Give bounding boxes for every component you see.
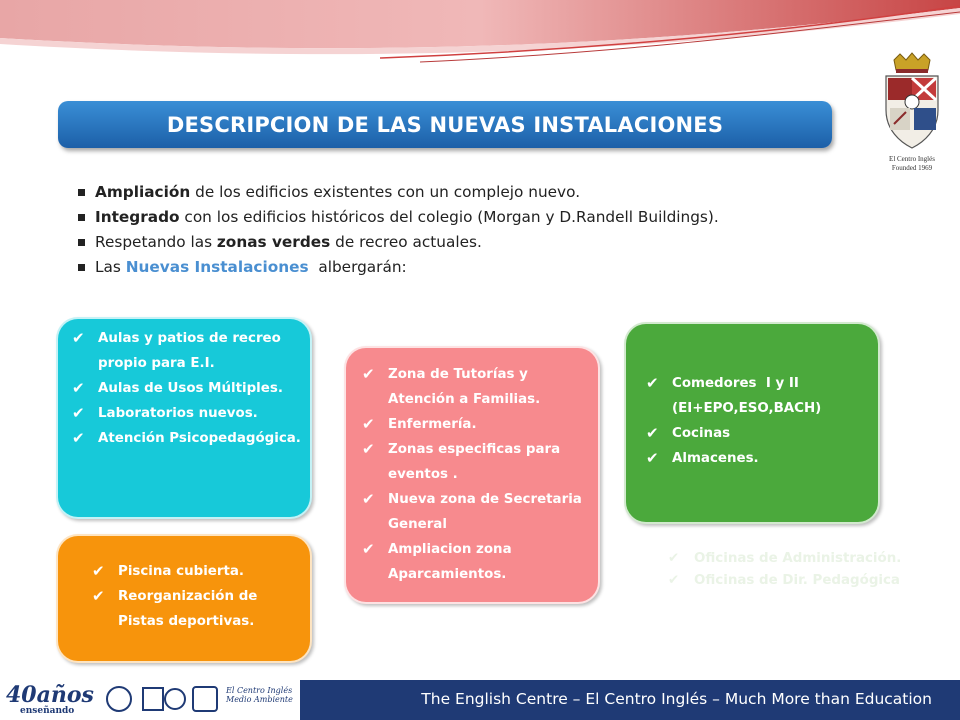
card-item-text: Almacenes. xyxy=(672,451,759,466)
anniversary-logo-sub: enseñando xyxy=(20,706,75,716)
certification-logo xyxy=(142,687,164,711)
card-item xyxy=(68,326,302,376)
card-item-text: Comedores I y II (EI+EPO,ESO,BACH) xyxy=(672,376,822,416)
bullet-text: Las xyxy=(95,258,126,276)
checkmark-icon: ✔ xyxy=(362,540,375,558)
checkmark-icon: ✔ xyxy=(646,374,659,392)
card-item-text: Cocinas xyxy=(672,426,731,441)
bullet-text: con los edificios históricos del colegio (Morgan y D.Randell Buildings). xyxy=(179,208,719,226)
checkmark-icon: ✔ xyxy=(646,424,659,442)
footer-tagline: The English Centre – El Centro Inglés – Much More than Education xyxy=(421,690,932,708)
card-item-text: Atención Psicopedagógica. xyxy=(98,431,301,446)
bullet-text: de recreo actuales. xyxy=(330,233,482,251)
card-item xyxy=(68,426,302,451)
card-item-text: Reorganización de Pistas deportivas. xyxy=(118,589,258,629)
crest-founded: Founded 1969 xyxy=(891,164,933,172)
ghost-item xyxy=(664,570,901,592)
card-aulas xyxy=(56,317,312,519)
ghost-item-text: Oficinas de Dir. Pedagógica xyxy=(694,573,900,588)
card-item xyxy=(642,446,870,471)
description-list xyxy=(78,181,878,281)
card-item-text: Aulas de Usos Múltiples. xyxy=(98,381,283,396)
bullet-bold-text: Integrado xyxy=(95,208,180,226)
checkmark-icon: ✔ xyxy=(92,562,105,580)
list-item xyxy=(78,206,878,231)
card-item xyxy=(358,437,590,487)
seal-logo-2 xyxy=(164,688,186,710)
checkmark-icon: ✔ xyxy=(92,587,105,605)
card-item-text: Enfermería. xyxy=(388,417,477,432)
bullet-bold-text: zonas verdes xyxy=(216,233,331,251)
card-item xyxy=(88,584,302,634)
card-item xyxy=(358,537,590,587)
page-title: DESCRIPCION DE LAS NUEVAS INSTALACIONES xyxy=(166,112,724,137)
checkmark-icon: ✔ xyxy=(72,329,85,347)
card-piscina xyxy=(56,534,312,663)
bullet-highlight-text: Nuevas Instalaciones xyxy=(125,258,309,276)
bullet-text: Respetando las xyxy=(95,233,217,251)
crest-name: El Centro Inglés xyxy=(889,155,935,163)
card-tutorias xyxy=(344,346,600,604)
card-item xyxy=(642,371,870,421)
card-item xyxy=(358,487,590,537)
list-item xyxy=(78,231,878,256)
environment-logo: El Centro Inglés Medio Ambiente xyxy=(226,686,293,704)
card-item xyxy=(68,401,302,426)
card-item-text: Zonas especificas para eventos . xyxy=(388,442,561,482)
card-item-text: Piscina cubierta. xyxy=(118,564,244,579)
card-item-text: Laboratorios nuevos. xyxy=(98,406,258,421)
checkmark-icon: ✔ xyxy=(668,573,680,588)
ghost-item xyxy=(664,548,901,570)
square-bullet-icon xyxy=(78,264,85,271)
checkmark-icon: ✔ xyxy=(362,490,375,508)
footer-bar xyxy=(0,680,960,720)
card-item-text: Zona de Tutorías y Atención a Familias. xyxy=(388,367,541,407)
checkmark-icon: ✔ xyxy=(72,429,85,447)
checkmark-icon: ✔ xyxy=(362,365,375,383)
square-bullet-icon xyxy=(78,239,85,246)
card-item xyxy=(642,421,870,446)
card-item-text: Nueva zona de Secretaria General xyxy=(388,492,582,532)
card-item xyxy=(88,559,302,584)
anniversary-logo-text: 40años xyxy=(6,682,94,708)
header-swoosh xyxy=(0,0,960,70)
bullet-text: de los edificios existentes con un complejo nuevo. xyxy=(190,183,581,201)
card-item xyxy=(68,376,302,401)
bullet-text: albergarán: xyxy=(308,258,407,276)
footer-logos xyxy=(0,680,300,720)
title-banner xyxy=(58,101,832,148)
checkmark-icon: ✔ xyxy=(362,440,375,458)
ghost-item-text: Oficinas de Administración. xyxy=(694,551,902,566)
checkmark-icon: ✔ xyxy=(362,415,375,433)
checkmark-icon: ✔ xyxy=(72,404,85,422)
checkmark-icon: ✔ xyxy=(668,551,680,566)
seal-logo-1 xyxy=(106,686,132,712)
crest-small-logo xyxy=(192,686,218,712)
anniversary-logo xyxy=(6,682,94,716)
card-item xyxy=(358,362,590,412)
card-item-text: Ampliacion zona Aparcamientos. xyxy=(388,542,512,582)
list-item xyxy=(78,181,878,206)
list-item xyxy=(78,256,878,281)
checkmark-icon: ✔ xyxy=(72,379,85,397)
card-item-text: Aulas y patios de recreo propio para E.I. xyxy=(98,331,281,371)
square-bullet-icon xyxy=(78,189,85,196)
ghost-list xyxy=(664,548,901,592)
bullet-bold-text: Ampliación xyxy=(95,183,191,201)
card-item xyxy=(358,412,590,437)
checkmark-icon: ✔ xyxy=(646,449,659,467)
card-comedores xyxy=(624,322,880,524)
square-bullet-icon xyxy=(78,214,85,221)
